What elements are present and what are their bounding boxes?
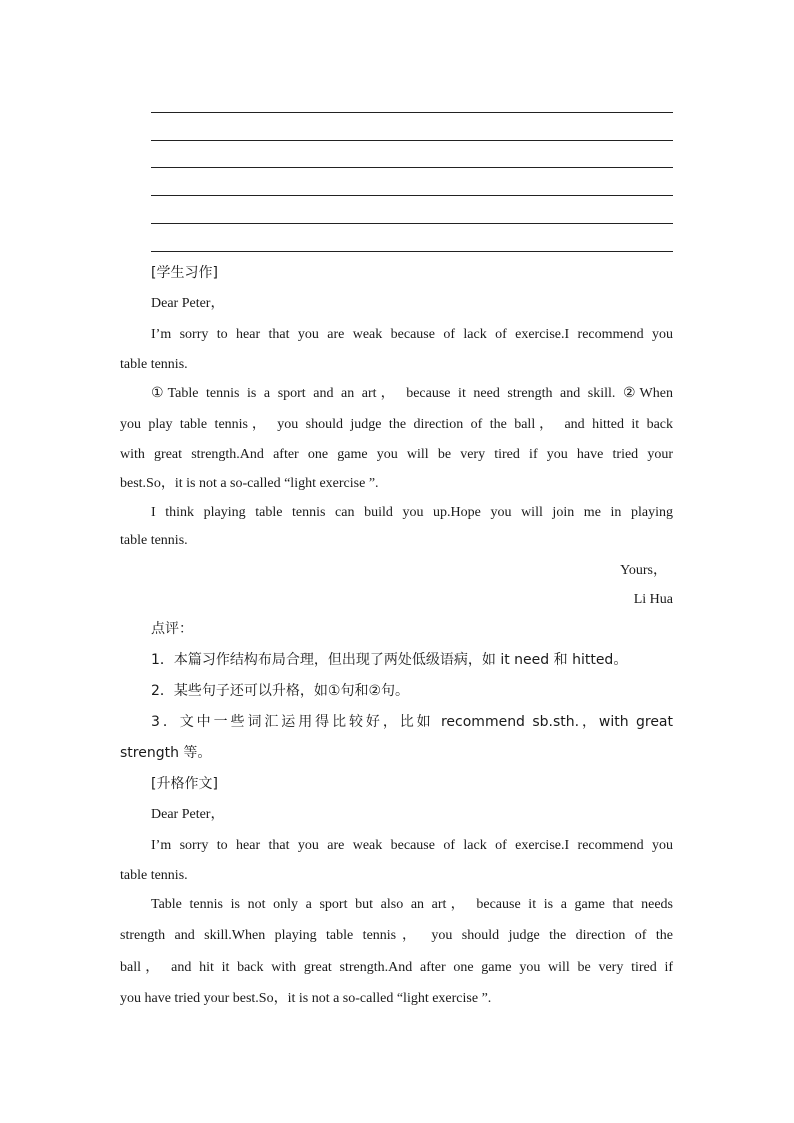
improved-paragraph-2-line: you have tried your best.So，it is not a so-called “light exercise ”.	[120, 991, 492, 1006]
comment-item-2: 2．某些句子还可以升格，如①句和②句。	[151, 683, 410, 699]
comment-heading: 点评：	[151, 621, 193, 637]
improved-paragraph-2-line: ball， and hit it back with great strength.And after one game you will be very tired if	[120, 960, 673, 975]
writing-line	[151, 167, 673, 168]
improved-paragraph-2-line: strength and skill.When playing table tennis， you should judge the direction of the	[120, 928, 673, 943]
writing-line	[151, 251, 673, 252]
comment-item-3-line: 3．文中一些词汇运用得比较好，比如 recommend sb.sth.，with great	[151, 714, 673, 730]
student-paragraph-3-line: table tennis.	[120, 533, 188, 548]
writing-line	[151, 195, 673, 196]
improved-salutation: Dear Peter，	[151, 807, 225, 822]
comment-item-1: 1．本篇习作结构布局合理，但出现了两处低级语病，如 it need 和 hitted。	[151, 652, 628, 668]
writing-line	[151, 223, 673, 224]
comment-item-3-line: strength 等。	[120, 745, 212, 761]
student-paragraph-2-line: best.So，it is not a so-called “light exercise ”.	[120, 476, 379, 491]
student-paragraph-2-line: with great strength.And after one game you will be very tired if you have tried your	[120, 447, 673, 462]
student-essay-heading: [学生习作]	[151, 265, 218, 281]
improved-essay-heading: [升格作文]	[151, 776, 218, 792]
improved-paragraph-1-line: I’m sorry to hear that you are weak because of lack of exercise.I recommend you	[151, 838, 673, 853]
student-paragraph-2-line: you play table tennis， you should judge the direction of the ball， and hitted it back	[120, 417, 673, 432]
student-closing: Yours，	[620, 563, 667, 578]
writing-line	[151, 140, 673, 141]
improved-paragraph-1-line: table tennis.	[120, 868, 188, 883]
student-salutation: Dear Peter，	[151, 296, 225, 311]
student-paragraph-1-line: I’m sorry to hear that you are weak because of lack of exercise.I recommend you	[151, 327, 673, 342]
student-paragraph-2-line: ①Table tennis is a sport and an art， because it need strength and skill. ②When	[151, 386, 673, 401]
improved-paragraph-2-line: Table tennis is not only a sport but also an art， because it is a game that needs	[151, 897, 673, 912]
writing-line	[151, 112, 673, 113]
student-signature: Li Hua	[633, 592, 673, 607]
student-paragraph-1-line: table tennis.	[120, 357, 188, 372]
student-paragraph-3-line: I think playing table tennis can build you up.Hope you will join me in playing	[151, 505, 673, 520]
